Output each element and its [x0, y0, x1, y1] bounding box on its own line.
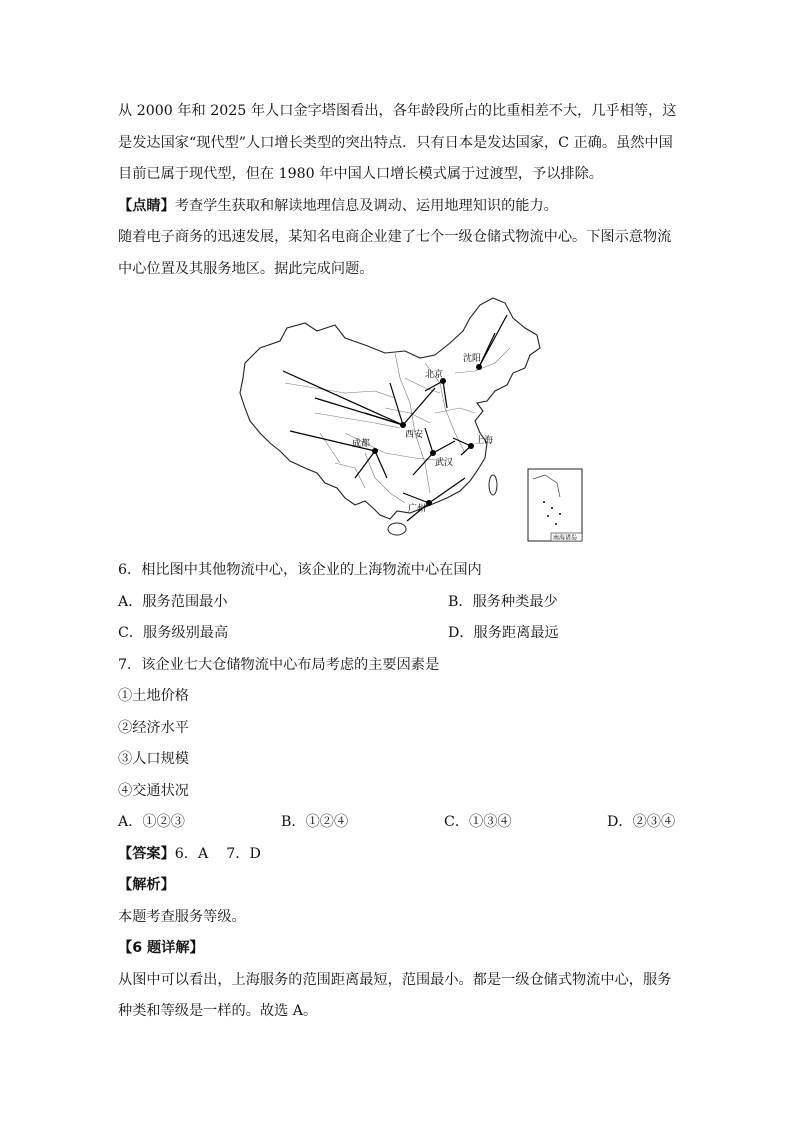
previous-analysis-paragraph: 从 2000 年和 2025 年人口金字塔图看出，各年龄段所占的比重相差不大，几乎相等，这是发达国家“现代型”人口增长类型的突出特点．只有日本是发达国家，C 正确。虽然中国目前已属于现代型，但在 1980 年中国人口增长模式属于过渡型，予以排除。	[118, 103, 677, 182]
inset-label: 南海诸岛	[553, 534, 578, 542]
q6-options-row-2	[118, 618, 678, 650]
document-page	[118, 96, 678, 1028]
q7-item-2: ②经济水平	[118, 719, 189, 736]
jiexi-tag: 【解析】	[118, 877, 175, 893]
city-label-xian: 西安	[405, 430, 424, 440]
taiwan-island	[489, 475, 497, 495]
city-dot-shanghai	[468, 443, 474, 449]
q7-item-3: ③人口规模	[118, 751, 189, 767]
q6-option-d: D．服务距离最远	[448, 625, 559, 641]
south-china-sea-inset	[528, 469, 582, 542]
q6-option-c: C．服务级别最高	[118, 625, 229, 641]
dianjing-paragraph	[118, 191, 678, 223]
china-logistics-map	[225, 293, 605, 545]
jiexi-heading	[118, 870, 678, 902]
jiexi-text: 本题考查服务等级。	[118, 908, 246, 925]
q7-option-d: D．②③④	[607, 814, 676, 830]
q6-option-a: A．服务范围最小	[118, 593, 228, 610]
city-dot-wuhan	[430, 450, 436, 456]
q7-item-4: ④交通状况	[118, 782, 189, 799]
detail6-text: 从图中可以看出，上海服务的范围距离最短，范围最小。都是一级仓储式物流中心，服务种类和等级是一样的。故选 A。	[118, 971, 672, 1019]
detail6-heading	[118, 933, 678, 965]
q7-option-b: B．①②④	[281, 814, 349, 830]
q7-option-c: C．①③④	[444, 814, 512, 830]
dianjing-text: 考查学生获取和解读地理信息及调动、运用地理知识的能力。	[174, 197, 558, 214]
q6-stem: 6．相比图中其他物流中心，该企业的上海物流中心在国内	[118, 562, 482, 578]
city-label-chengdu: 成都	[352, 439, 371, 449]
city-dot-guangzhou	[426, 500, 432, 506]
city-dot-shenyang	[476, 364, 482, 370]
hainan-island	[388, 523, 406, 535]
city-label-shenyang: 沈阳	[463, 354, 482, 364]
q7-options-row	[118, 807, 678, 839]
q6-options-row-1	[118, 587, 678, 619]
city-dot-chengdu	[372, 448, 378, 454]
q6-option-b: B．服务种类最少	[448, 593, 558, 610]
q7-item-1: ①土地价格	[118, 688, 189, 704]
map-svg	[225, 293, 605, 545]
city-label-guangzhou: 广州	[408, 504, 427, 514]
dianjing-tag: 【点睛】	[118, 197, 175, 214]
answer-line	[118, 839, 678, 871]
q7-option-a: A．①②③	[118, 814, 185, 830]
detail6-tag: 【6 题详解】	[118, 940, 204, 956]
question-intro: 随着电子商务的迅速发展，某知名电商企业建了七个一级仓储式物流中心。下图示意物流中心位置及其服务地区。据此完成问题。	[118, 229, 672, 277]
city-label-shanghai: 上海	[475, 436, 494, 446]
q7-stem: 7．该企业七大仓储物流中心布局考虑的主要因素是	[118, 656, 440, 673]
city-label-beijing: 北京	[425, 370, 444, 380]
city-dot-xian	[400, 422, 406, 428]
answer-tag: 【答案】	[118, 845, 175, 862]
answer-text: 6．A 7．D	[174, 845, 261, 862]
city-label-wuhan: 武汉	[435, 458, 454, 468]
